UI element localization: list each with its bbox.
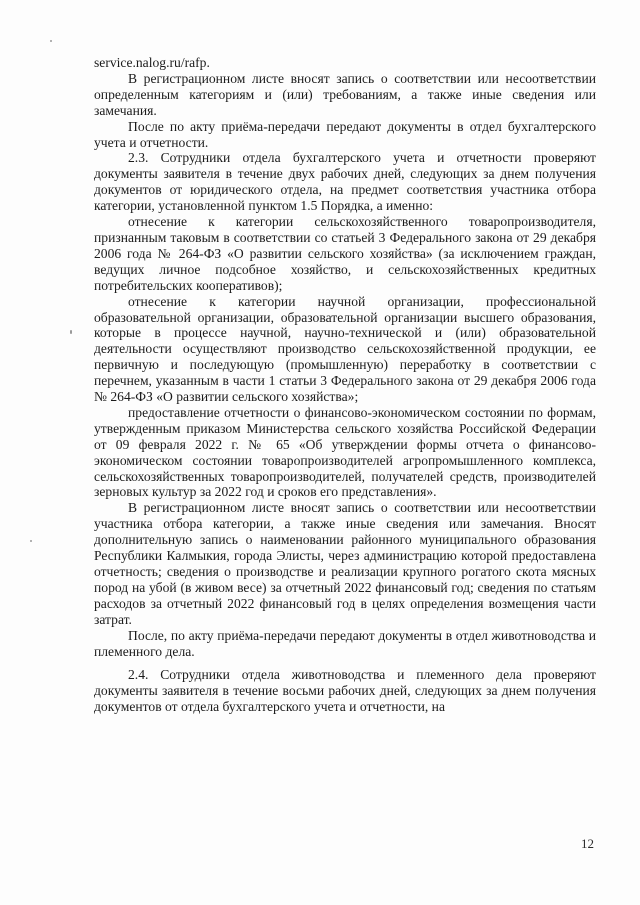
paragraph-registration-note: В регистрационном листе вносят запись о соответствии или несоответствии определенным категориям и (или) требованиям, а также иные сведения или замечания. [94,70,596,118]
scan-speck [50,40,52,42]
document-body [94,55,596,715]
scan-speck [30,540,32,542]
scan-speck [70,330,72,334]
paragraph-transfer-livestock: После, по акту приёма-передачи передают документы в отдел животноводства и племенного дела. [94,627,596,659]
paragraph-category-science-org: отнесение к категории научной организации, профессиональной образовательной организации, образовательной организации высшего образования, которые в процессе научной, научно-технической и (или) образовательной деятельности осуществляют производство сельскохозяйственной продукции, ее первичную и последующую (промышленную) переработку в соответствии с перечнем, указанным в части 1 статьи 3 Федерального закона от 29 декабря 2006 года № 264-ФЗ «О развитии сельского хозяйства»; [94,293,596,405]
paragraph-registration-extra: В регистрационном листе вносят запись о соответствии или несоответствии участника отбора категории, а также иные сведения или замечания. Вносят дополнительную запись о наименовании районного муниципального образования Республики Калмыкия, города Элисты, через администрацию которой предоставлена отчетность; сведения о производстве и реализации крупного рогатого скота мясных пород на убой (в живом весе) за отчетный 2022 финансовый год; сведения по статьям расходов за отчетный 2022 финансовый год в целях определения возмещения части затрат. [94,500,596,627]
paragraph-category-agri-producer: отнесение к категории сельскохозяйственного товаропроизводителя, признанным таковым в соответствии со статьей 3 Федерального закона от 29 декабря 2006 года № 264-ФЗ «О развитии сельского хозяйства» (за исключением граждан, ведущих личное подсобное хозяйство, и сельскохозяйственных кредитных потребительских кооперативов); [94,214,596,293]
paragraph-transfer-accounting: После по акту приёма-передачи передают документы в отдел бухгалтерского учета и отчетности. [94,118,596,150]
paragraph-financial-report: предоставление отчетности о финансово-экономическом состоянии по формам, утвержденным приказом Министерства сельского хозяйства Российской Федерации от 09 февраля 2022 г. № 65 «Об утверждении формы отчета о финансово-экономическом состоянии товаропроизводителей агропромышленного комплекса, сельскохозяйственных товаропроизводителей, получателей средств, производителей зерновых культур за 2022 год и сроков его представления». [94,404,596,500]
paragraph-section-2-3: 2.3. Сотрудники отдела бухгалтерского учета и отчетности проверяют документы заявителя в течение двух рабочих дней, следующих за днем получения документов от юридического отдела, на предмет соответствия участника отбора категории, установленной пунктом 1.5 Порядка, а именно: [94,150,596,214]
paragraph-source-link: service.nalog.ru/rafp. [94,55,210,70]
page-number: 12 [581,836,594,851]
paragraph-section-2-4: 2.4. Сотрудники отдела животноводства и племенного дела проверяют документы заявителя в течение восьми рабочих дней, следующих за днем получения документов от отдела бухгалтерского учета и отчетности, на [94,667,596,715]
